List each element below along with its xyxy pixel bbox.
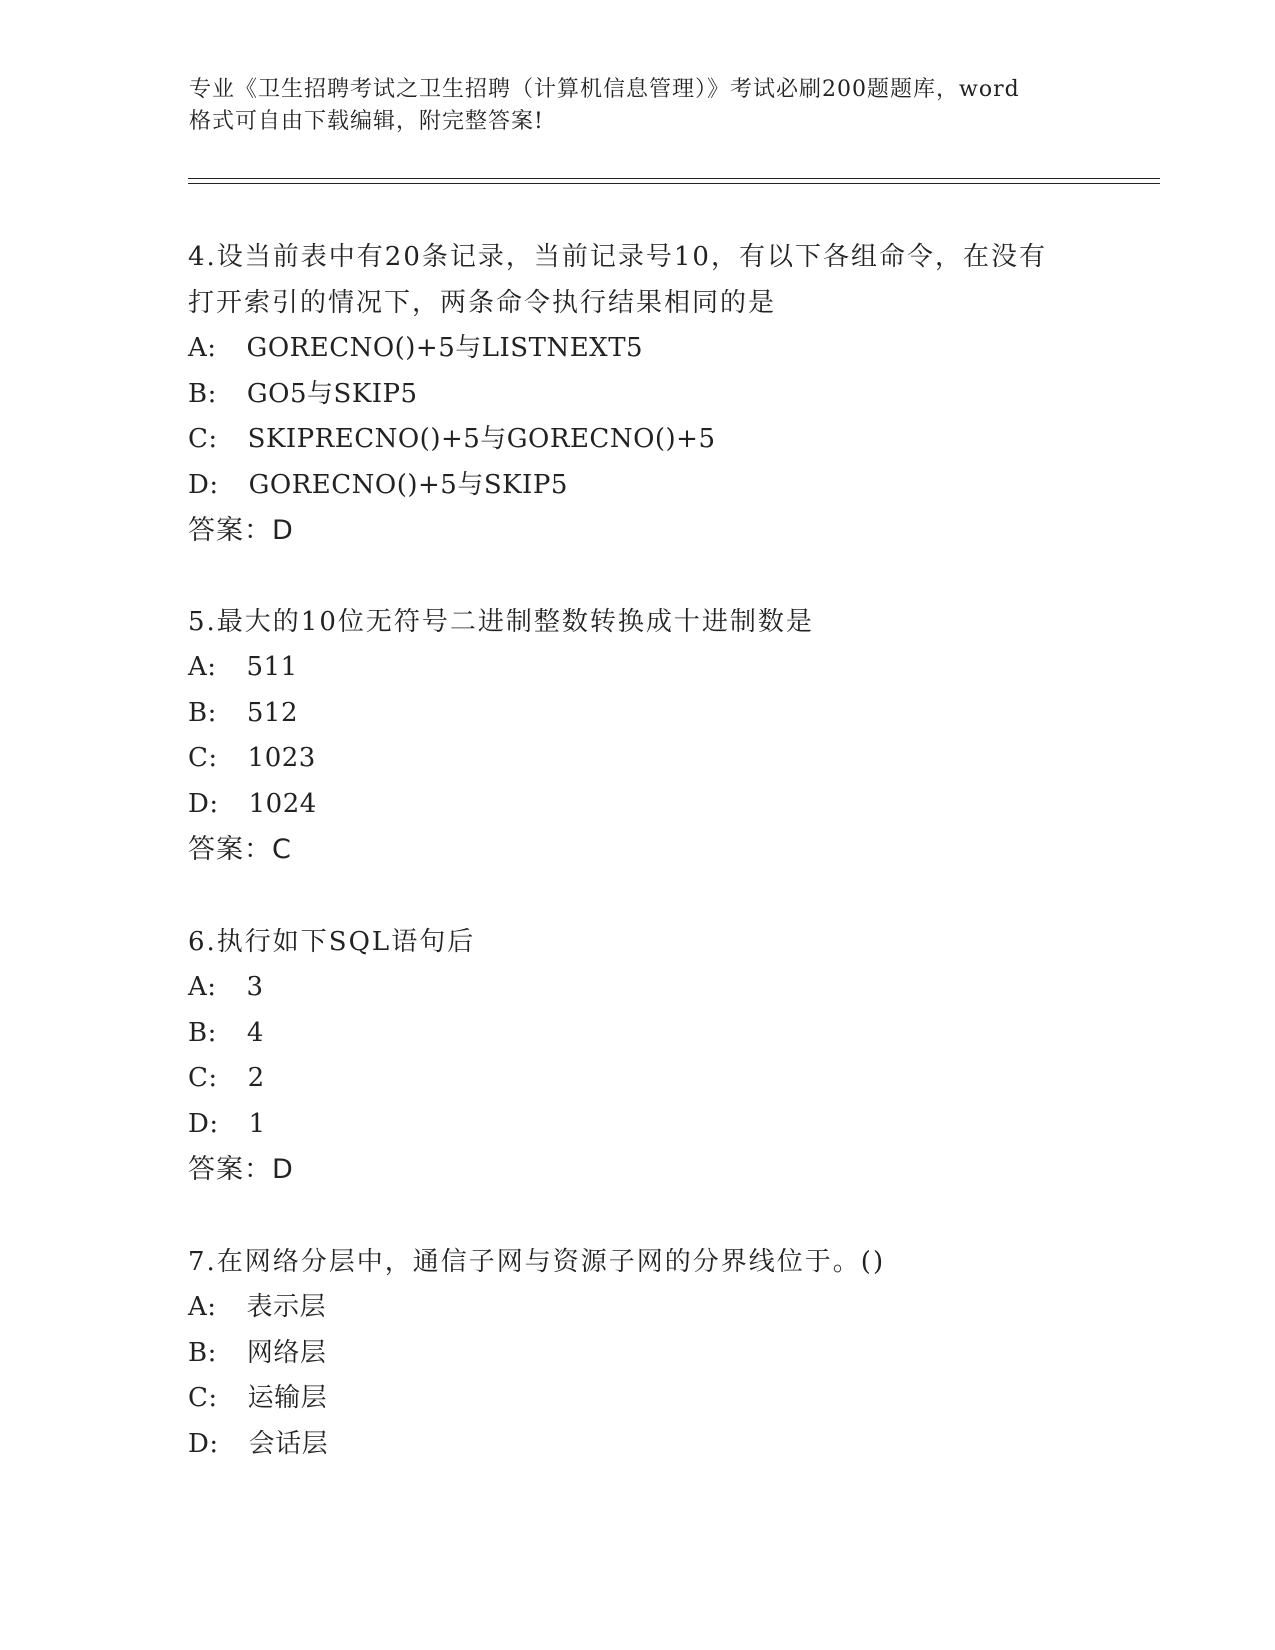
option-text: 1024 [248,788,317,819]
header-divider-bottom [188,183,1160,184]
option-letter: A: [188,652,217,682]
question-4-option-c [188,417,1108,463]
question-5-option-b [188,691,1108,737]
question-5-option-a [188,645,1108,691]
question-7-option-a [188,1285,1108,1331]
option-text: 511 [246,652,298,682]
option-text: 网络层 [246,1337,327,1368]
option-letter: D: [188,1108,219,1139]
option-letter: D: [188,788,219,819]
option-letter: C: [188,1383,218,1413]
question-6-text-line-1: 6.执行如下SQL语句后 [188,927,476,957]
option-text: 3 [246,972,264,1002]
option-letter: A: [188,972,217,1002]
question-7 [188,1239,1108,1467]
question-6-option-c [188,1056,1108,1102]
option-letter: D: [188,1428,219,1459]
question-7-option-b [188,1331,1108,1377]
question-5-option-c [188,736,1108,782]
question-4-option-a [188,326,1108,372]
option-text: GORECNO()+5与SKIP5 [248,469,568,500]
question-5-option-d [188,782,1108,828]
option-text: GORECNO()+5与LISTNEXT5 [246,333,644,363]
option-text: 1 [248,1108,266,1139]
question-6-answer: 答案：D [188,1154,294,1185]
option-text: GO5与SKIP5 [246,378,418,409]
option-letter: B: [188,1337,217,1368]
option-letter: C: [188,743,218,773]
document-header [189,74,1089,138]
option-letter: B: [188,697,217,728]
question-4-option-d [188,463,1108,509]
question-5-text-line-1: 5.最大的10位无符号二进制整数转换成十进制数是 [188,607,814,637]
option-text: 4 [246,1017,264,1048]
option-letter: C: [188,1063,218,1093]
question-4-text-line-1: 4.设当前表中有20条记录，当前记录号10，有以下各组命令，在没有 [188,242,1047,272]
question-6-option-a [188,965,1108,1011]
question-6-option-d [188,1102,1108,1148]
question-4 [188,234,1108,553]
header-divider-top [188,178,1160,179]
option-text: 512 [246,697,299,728]
option-text: 2 [247,1063,265,1093]
option-letter: B: [188,1017,217,1048]
question-5-answer: 答案：C [188,834,292,865]
option-text: 1023 [247,743,316,773]
option-letter: A: [188,333,217,363]
question-5 [188,599,1108,872]
option-letter: C: [188,424,218,454]
question-4-option-b [188,372,1108,418]
question-6 [188,919,1108,1192]
option-text: 会话层 [248,1428,329,1459]
header-line-2: 格式可自由下载编辑，附完整答案! [189,109,544,134]
question-7-option-c [188,1376,1108,1422]
header-line-1: 专业《卫生招聘考试之卫生招聘（计算机信息管理）》考试必刷200题题库，word [189,77,1020,102]
option-text: 运输层 [247,1383,328,1413]
option-text: 表示层 [246,1292,327,1322]
option-letter: D: [188,469,219,500]
question-4-answer: 答案：D [188,515,294,546]
question-7-text-line-1: 7.在网络分层中，通信子网与资源子网的分界线位于。() [188,1247,886,1277]
question-7-option-d [188,1422,1108,1468]
question-6-option-b [188,1011,1108,1057]
option-text: SKIPRECNO()+5与GORECNO()+5 [247,424,716,454]
option-letter: B: [188,378,217,409]
question-4-text-line-2: 打开索引的情况下，两条命令执行结果相同的是 [188,288,777,318]
option-letter: A: [188,1292,217,1322]
